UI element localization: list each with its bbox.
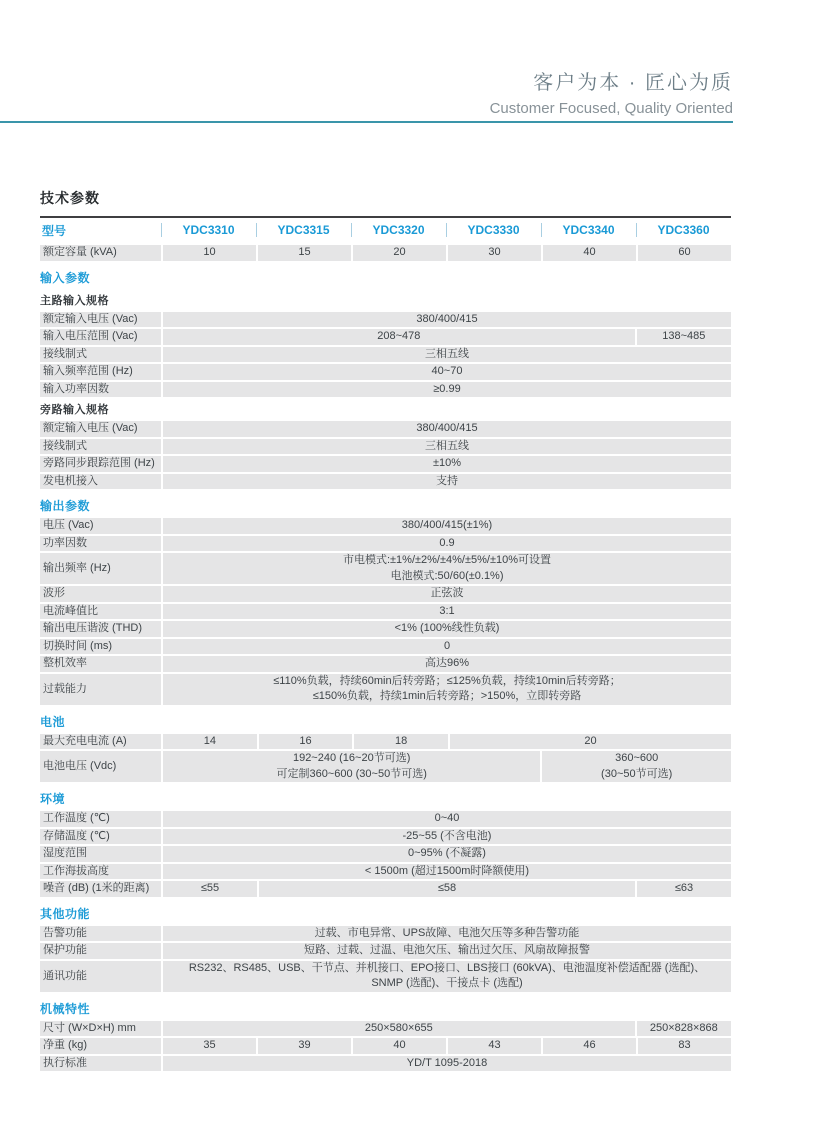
spec-label: 最大充电电流 (A): [40, 734, 161, 750]
spec-label: 接线制式: [40, 439, 161, 455]
spec-value: 360~600 (30~50节可选): [542, 751, 731, 782]
spec-cells: [163, 639, 731, 655]
spec-row: [40, 439, 731, 455]
spec-row: [40, 586, 731, 602]
spec-value: 30: [448, 245, 541, 261]
model-header-ydc3340: YDC3340: [541, 221, 636, 239]
spec-label: 工作海拔高度: [40, 864, 161, 880]
spec-cells: [163, 1021, 731, 1037]
group-heading: 主路输入规格: [40, 294, 109, 307]
spec-label: 电流峰值比: [40, 604, 161, 620]
spec-row: [40, 734, 731, 750]
spec-label: 波形: [40, 586, 161, 602]
spec-value: ≤55: [163, 881, 257, 897]
spec-row: [40, 674, 731, 705]
slogan-english: Customer Focused, Quality Oriented: [489, 100, 733, 117]
spec-cells: [163, 421, 731, 437]
spec-cells: [163, 329, 731, 345]
spec-row: [40, 536, 731, 552]
model-header-row: [40, 218, 731, 242]
spec-cells: [163, 621, 731, 637]
spec-row: [40, 364, 731, 380]
spec-label: 净重 (kg): [40, 1038, 161, 1054]
spec-value: 250×580×655: [163, 1021, 635, 1037]
group-heading: 旁路输入规格: [40, 404, 109, 416]
spec-label: 整机效率: [40, 656, 161, 672]
spec-value: 380/400/415: [163, 312, 731, 328]
spec-label: 额定输入电压 (Vac): [40, 312, 161, 328]
spec-row: [40, 846, 731, 862]
spec-row: [40, 881, 731, 897]
header-divider-line: [0, 121, 733, 123]
spec-value: -25~55 (不含电池): [163, 829, 731, 845]
section-heading: 环境: [40, 792, 66, 806]
spec-label: 输入功率因数: [40, 382, 161, 398]
section-heading: 机械特性: [40, 1001, 91, 1016]
spec-value: 支持: [163, 474, 731, 490]
spec-value: 16: [259, 734, 353, 750]
spec-cells: [163, 751, 731, 782]
spec-value: 60: [638, 245, 731, 261]
spec-label: 噪音 (dB) (1米的距离): [40, 881, 161, 897]
spec-value: 83: [638, 1038, 731, 1054]
model-header-ydc3330: YDC3330: [446, 221, 541, 239]
spec-value: 40: [353, 1038, 446, 1054]
spec-label: 尺寸 (W×D×H) mm: [40, 1021, 161, 1037]
spec-value: 0: [163, 639, 731, 655]
spec-value: 138~485: [637, 329, 731, 345]
spec-value: 250×828×868: [637, 1021, 731, 1037]
model-column-label: 型号: [42, 223, 67, 238]
spec-cells: [163, 1038, 731, 1054]
spec-cells: [163, 312, 731, 328]
section-heading: 输出参数: [40, 499, 91, 513]
spec-label: 输入电压范围 (Vac): [40, 329, 161, 345]
spec-row: [40, 621, 731, 637]
page-title: 技术参数: [40, 190, 100, 206]
spec-cells: [163, 456, 731, 472]
spec-row: [40, 811, 731, 827]
spec-label: 发电机接入: [40, 474, 161, 490]
spec-cells: [163, 829, 731, 845]
spec-row: [40, 961, 731, 992]
spec-value: ±10%: [163, 456, 731, 472]
spec-table-body: [40, 245, 731, 1071]
spec-cells: [163, 518, 731, 534]
spec-value: 35: [163, 1038, 256, 1054]
spec-row: [40, 639, 731, 655]
spec-value: 10: [163, 245, 256, 261]
spec-value: ≤58: [259, 881, 635, 897]
spec-cells: [163, 439, 731, 455]
spec-row: [40, 553, 731, 584]
spec-value: 15: [258, 245, 351, 261]
section-heading: 电池: [40, 714, 66, 729]
spec-label: 过载能力: [40, 674, 161, 705]
spec-value: YD/T 1095-2018: [163, 1056, 731, 1072]
spec-row: [40, 604, 731, 620]
spec-value: 市电模式:±1%/±2%/±4%/±5%/±10%可设置 电池模式:50/60(±0.1%): [163, 553, 731, 584]
spec-cells: [163, 364, 731, 380]
spec-label: 额定输入电压 (Vac): [40, 421, 161, 437]
spec-label: 湿度范围: [40, 846, 161, 862]
spec-value: 高达96%: [163, 656, 731, 672]
spec-row: [40, 1038, 731, 1054]
spec-row: [40, 347, 731, 363]
spec-label: 存储温度 (℃): [40, 829, 161, 845]
model-header-ydc3315: YDC3315: [256, 221, 351, 239]
spec-value: <1% (100%线性负载): [163, 621, 731, 637]
spec-label: 工作温度 (℃): [40, 811, 161, 827]
spec-cells: [163, 811, 731, 827]
spec-cells: [163, 864, 731, 880]
spec-value: 380/400/415(±1%): [163, 518, 731, 534]
spec-value: 39: [258, 1038, 351, 1054]
spec-cells: [163, 474, 731, 490]
spec-label: 输出电压谐波 (THD): [40, 621, 161, 637]
spec-label: 电池电压 (Vdc): [40, 751, 161, 782]
spec-value: 40~70: [163, 364, 731, 380]
spec-cells: [163, 881, 731, 897]
brand-slogan: [490, 66, 733, 117]
spec-cells: [163, 604, 731, 620]
spec-value: RS232、RS485、USB、干节点、并机接口、EPO接口、LBS接口 (60kVA)、电池温度补偿适配器 (选配)、 SNMP (选配)、干接点卡 (选配): [163, 961, 731, 992]
spec-cells: [163, 674, 731, 705]
spec-cells: [163, 382, 731, 398]
spec-value: ≥0.99: [163, 382, 731, 398]
spec-row: [40, 382, 731, 398]
spec-value: 40: [543, 245, 636, 261]
spec-row: [40, 926, 731, 942]
model-header-cells: [161, 221, 731, 239]
model-header-ydc3320: YDC3320: [351, 221, 446, 239]
spec-value: 192~240 (16~20节可选) 可定制360~600 (30~50节可选): [163, 751, 540, 782]
spec-cells: [163, 734, 731, 750]
spec-row: [40, 518, 731, 534]
spec-value: 0~95% (不凝露): [163, 846, 731, 862]
spec-row: [40, 943, 731, 959]
spec-cells: [163, 1056, 731, 1072]
spec-label: 通讯功能: [40, 961, 161, 992]
spec-row: [40, 312, 731, 328]
spec-value: 0.9: [163, 536, 731, 552]
spec-label: 功率因数: [40, 536, 161, 552]
spec-row: [40, 1021, 731, 1037]
spec-cells: [163, 553, 731, 584]
spec-value: 0~40: [163, 811, 731, 827]
spec-value: 18: [354, 734, 448, 750]
spec-row: [40, 456, 731, 472]
spec-value: 14: [163, 734, 257, 750]
spec-row: [40, 864, 731, 880]
spec-cells: [163, 943, 731, 959]
spec-value: 正弦波: [163, 586, 731, 602]
spec-value: 过载、市电异常、UPS故障、电池欠压等多种告警功能: [163, 926, 731, 942]
spec-cells: [163, 656, 731, 672]
model-header-ydc3310: YDC3310: [161, 221, 256, 239]
spec-row: [40, 474, 731, 490]
spec-cells: [163, 586, 731, 602]
spec-label: 接线制式: [40, 347, 161, 363]
spec-cells: [163, 926, 731, 942]
spec-row: [40, 1056, 731, 1072]
spec-row: [40, 329, 731, 345]
spec-value: ≤110%负载，持续60min后转旁路；≤125%负载，持续10min后转旁路； ≤150%负载，持续1min后转旁路；>150%，立即转旁路: [163, 674, 731, 705]
spec-label: 告警功能: [40, 926, 161, 942]
spec-row: [40, 751, 731, 782]
spec-row: [40, 245, 731, 261]
spec-value: 短路、过载、过温、电池欠压、输出过欠压、风扇故障报警: [163, 943, 731, 959]
spec-label: 输入频率范围 (Hz): [40, 364, 161, 380]
spec-cells: [163, 846, 731, 862]
spec-row: [40, 829, 731, 845]
spec-value: 20: [450, 734, 731, 750]
spec-cells: [163, 536, 731, 552]
spec-value: 3:1: [163, 604, 731, 620]
spec-value: 46: [543, 1038, 636, 1054]
slogan-chinese: 客户为本 · 匠心为质: [533, 72, 733, 94]
spec-cells: [163, 347, 731, 363]
spec-label: 输出频率 (Hz): [40, 553, 161, 584]
spec-value: 三相五线: [163, 347, 731, 363]
spec-value: 208~478: [163, 329, 635, 345]
spec-value: 三相五线: [163, 439, 731, 455]
spec-label: 执行标准: [40, 1056, 161, 1072]
spec-value: 20: [353, 245, 446, 261]
spec-label: 切换时间 (ms): [40, 639, 161, 655]
spec-value: 43: [448, 1038, 541, 1054]
spec-table: [40, 216, 731, 1073]
spec-label: 电压 (Vac): [40, 518, 161, 534]
model-header-ydc3360: YDC3360: [636, 221, 731, 239]
spec-row: [40, 656, 731, 672]
spec-label: 旁路同步跟踪范围 (Hz): [40, 456, 161, 472]
spec-value: < 1500m (超过1500m时降额使用): [163, 864, 731, 880]
section-heading: 其他功能: [40, 906, 91, 921]
spec-row: [40, 421, 731, 437]
spec-cells: [163, 961, 731, 992]
spec-value: 380/400/415: [163, 421, 731, 437]
spec-value: ≤63: [637, 881, 731, 897]
spec-label: 保护功能: [40, 943, 161, 959]
spec-label: 额定容量 (kVA): [40, 245, 161, 261]
section-heading: 输入参数: [40, 270, 91, 285]
spec-cells: [163, 245, 731, 261]
